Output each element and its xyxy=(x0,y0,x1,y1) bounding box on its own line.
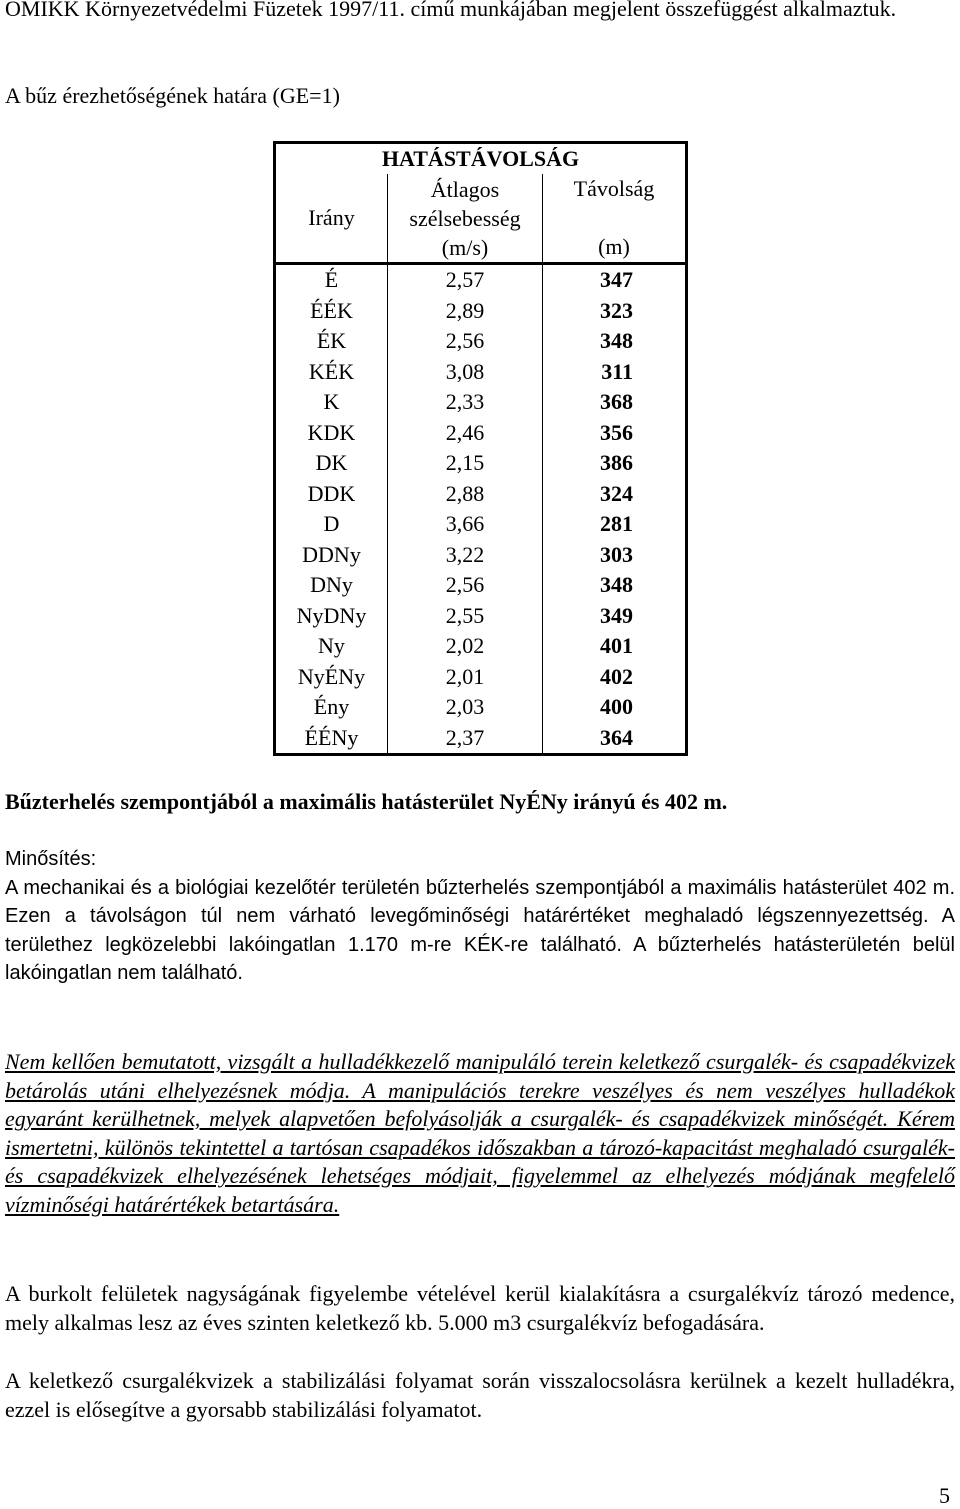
cell-direction: DK xyxy=(275,448,388,479)
table-row xyxy=(275,296,687,327)
assessment-section xyxy=(5,845,955,988)
header-wind-line2: szélsebesség xyxy=(409,205,521,231)
cell-distance: 348 xyxy=(543,570,687,601)
cell-wind-speed: 2,02 xyxy=(388,631,543,662)
cell-wind-speed: 2,15 xyxy=(388,448,543,479)
table-row xyxy=(275,387,687,418)
cell-distance: 311 xyxy=(543,357,687,388)
cell-direction: Ény xyxy=(275,692,388,723)
cell-direction: DDK xyxy=(275,479,388,510)
cell-wind-speed: 2,37 xyxy=(388,723,543,755)
table-row xyxy=(275,418,687,449)
cell-direction: É xyxy=(275,264,388,296)
answer-paragraph-1: A burkolt felületek nagyságának figyelembe vételével kerül kialakításra a csurgalékvíz tározó medence, mely alkalmas lesz az éves szinten keletkező kb. 5.000 m3 csurgalékvíz befogadására. xyxy=(5,1281,955,1335)
table-row xyxy=(275,662,687,693)
cell-distance: 281 xyxy=(543,509,687,540)
table-row xyxy=(275,448,687,479)
table-row xyxy=(275,509,687,540)
table-title: HATÁSTÁVOLSÁG xyxy=(275,143,687,175)
answer-paragraph-2: A keletkező csurgalékvizek a stabilizálási folyamat során visszalocsolásra kerülnek a kezelt hulladékra, ezzel is elősegítve a gyorsabb stabilizálási folyamatot. xyxy=(5,1368,955,1422)
cell-wind-speed: 2,33 xyxy=(388,387,543,418)
cell-distance: 386 xyxy=(543,448,687,479)
cell-wind-speed: 2,01 xyxy=(388,662,543,693)
cell-wind-speed: 2,56 xyxy=(388,326,543,357)
cell-direction: Ny xyxy=(275,631,388,662)
cell-distance: 347 xyxy=(543,264,687,296)
cell-direction: NyÉNy xyxy=(275,662,388,693)
cell-direction: NyDNy xyxy=(275,601,388,632)
table-row xyxy=(275,540,687,571)
cell-distance: 349 xyxy=(543,601,687,632)
cell-direction: KDK xyxy=(275,418,388,449)
cell-distance: 402 xyxy=(543,662,687,693)
table-row xyxy=(275,264,687,296)
header-wind-line3: (m/s) xyxy=(441,234,489,260)
table-row xyxy=(275,631,687,662)
cell-direction: KÉK xyxy=(275,357,388,388)
cell-wind-speed: 2,46 xyxy=(388,418,543,449)
cell-wind-speed: 2,03 xyxy=(388,692,543,723)
cell-wind-speed: 2,89 xyxy=(388,296,543,327)
cell-direction: DDNy xyxy=(275,540,388,571)
summary-text: Bűzterhelés szempontjából a maximális hatásterület NyÉNy irányú és 402 m. xyxy=(5,789,728,814)
cell-distance: 401 xyxy=(543,631,687,662)
table-row xyxy=(275,601,687,632)
table-row xyxy=(275,357,687,388)
page-number: 5 xyxy=(939,1483,950,1508)
header-wind-line1: Átlagos xyxy=(430,176,500,202)
assessment-text: A mechanikai és a biológiai kezelőtér területén bűzterhelés szempontjából a maximális hatásterület 402 m. Ezen a távolságon túl nem várható levegőminőségi határértéket meghaladó légszennyezettség. A területhez legközelebbi lakóingatlan 1.170 m-re KÉK-re található. A bűzterhelés hatásterületén belül lakóingatlan nem található. xyxy=(5,876,955,984)
cell-wind-speed: 2,88 xyxy=(388,479,543,510)
cell-wind-speed: 3,08 xyxy=(388,357,543,388)
cell-wind-speed: 3,22 xyxy=(388,540,543,571)
cell-distance: 323 xyxy=(543,296,687,327)
intro-paragraph: OMIKK Környezetvédelmi Füzetek 1997/11. című munkájában megjelent összefüggést alkalmaztuk. xyxy=(5,0,897,21)
table-row xyxy=(275,692,687,723)
cell-distance: 364 xyxy=(543,723,687,755)
cell-wind-speed: 3,66 xyxy=(388,509,543,540)
distance-table xyxy=(273,141,688,756)
cell-wind-speed: 2,56 xyxy=(388,570,543,601)
assessment-label: Minősítés: xyxy=(5,848,97,870)
cell-direction: ÉÉK xyxy=(275,296,388,327)
header-direction: Irány xyxy=(275,174,388,264)
header-distance-unit: (m) xyxy=(543,232,687,264)
cell-direction: DNy xyxy=(275,570,388,601)
cell-distance: 400 xyxy=(543,692,687,723)
cell-distance: 356 xyxy=(543,418,687,449)
cell-direction: ÉK xyxy=(275,326,388,357)
cell-direction: K xyxy=(275,387,388,418)
header-wind-speed xyxy=(388,174,543,264)
cell-direction: ÉÉNy xyxy=(275,723,388,755)
cell-wind-speed: 2,57 xyxy=(388,264,543,296)
header-distance: Távolság xyxy=(543,174,687,232)
cell-direction: D xyxy=(275,509,388,540)
table-row xyxy=(275,479,687,510)
cell-distance: 368 xyxy=(543,387,687,418)
request-paragraph: Nem kellően bemutatott, vizsgált a hulladékkezelő manipuláló terein keletkező csurgalék- és csapadékvizek betárolás utáni elhelyezésnek módja. A manipulációs terekre veszélyes és nem veszélyes hulladékok egyaránt kerülhetnek, melyek alapvetően befolyásolják a csurgalék- és csapadékvizek minőségét. Kérem ismertetni, különös tekintettel a tartósan csapadékos időszakban a tározó-kapacitást meghaladó csurgalék- és csapadékvizek elhelyezésének lehetséges módjait, figyelemmel az elhelyezés módjának megfelelő vízminőségi határértékek betartására. xyxy=(5,1049,955,1217)
cell-distance: 303 xyxy=(543,540,687,571)
table-row xyxy=(275,570,687,601)
cell-distance: 348 xyxy=(543,326,687,357)
table-body xyxy=(275,264,687,755)
cell-wind-speed: 2,55 xyxy=(388,601,543,632)
table-row xyxy=(275,326,687,357)
table-caption: A bűz érezhetőségének határa (GE=1) xyxy=(5,83,340,108)
cell-distance: 324 xyxy=(543,479,687,510)
table-row xyxy=(275,723,687,755)
